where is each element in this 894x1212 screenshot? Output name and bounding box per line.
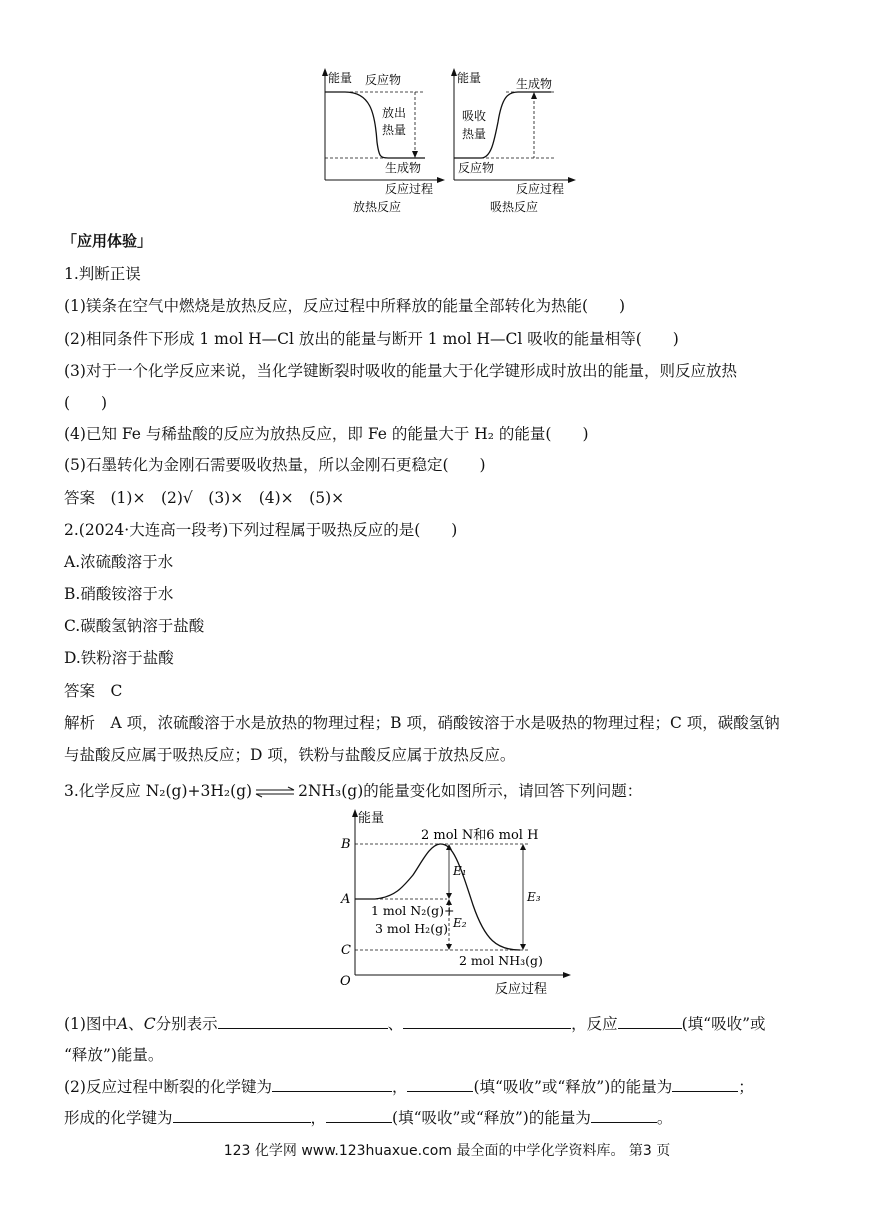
q2-analysis-1: 解析 A 项，浓硫酸溶于水是放热的物理过程；B 项，硝酸铵溶于水是吸热的物理过程；C 项，碳酸氢钠: [64, 714, 780, 732]
q3-title: [64, 779, 642, 801]
q3-sub1-var-a: A: [116, 1015, 129, 1033]
exo-release-2: 热量: [382, 123, 407, 137]
q1-item-5: (5)石墨转化为金刚石需要吸收热量，所以金刚石更稳定( ): [64, 456, 486, 474]
q3-sub2-text-f: ，: [310, 1109, 327, 1127]
q3-title-post: 2NH₃(g)的能量变化如图所示，请回答下列问题：: [298, 782, 643, 800]
q3-title-pre: 3.化学反应 N₂(g)+3H₂(g): [64, 782, 253, 800]
q3-sub2-blank-2[interactable]: [407, 1077, 473, 1092]
q3-sub2-text-c: (填“吸收”或“释放”)的能量为: [473, 1078, 673, 1096]
ed-label-o: O: [340, 974, 351, 989]
endo-product: 生成物: [516, 77, 553, 91]
q3-sub1-text-b: 分别表示: [155, 1015, 218, 1033]
endo-absorb-1: 吸收: [462, 109, 487, 123]
q2-title: 2.(2024·大连高一段考)下列过程属于吸热反应的是( ): [64, 521, 458, 539]
q3-sub2-text-g: (填“吸收”或“释放”)的能量为: [392, 1109, 591, 1127]
q3-sub1-blank-2[interactable]: [403, 1014, 571, 1029]
q1-item-3: (3)对于一个化学反应来说，当化学键断裂时吸收的能量大于化学键形成时放出的能量，则反应放热: [64, 362, 737, 380]
ed-reactants-1: 1 mol N₂(g)+: [371, 903, 455, 918]
exo-ylabel: 能量: [328, 71, 353, 85]
energy-diagram: [335, 805, 575, 997]
q3-sub2-blank-6[interactable]: [591, 1108, 657, 1123]
q3-sub2-text-h: 。: [656, 1109, 673, 1127]
q2-analysis-2: 与盐酸反应属于吸热反应；D 项，铁粉与盐酸反应属于放热反应。: [64, 746, 516, 764]
q1-item-2: (2)相同条件下形成 1 mol H—Cl 放出的能量与断开 1 mol H—Cl 吸收的能量相等( ): [64, 330, 679, 348]
q1-item-1: (1)镁条在空气中燃烧是放热反应，反应过程中所释放的能量全部转化为热能( ): [64, 297, 626, 315]
q3-sub2-text-e: 形成的化学键为: [64, 1109, 173, 1127]
ed-e1: E₁: [453, 864, 467, 878]
endo-xlabel: 反应过程: [516, 182, 565, 196]
endothermic-diagram: [446, 62, 576, 217]
q1-title: 1.判断正误: [64, 265, 141, 283]
exo-caption: 放热反应: [353, 200, 402, 214]
endo-ylabel: 能量: [457, 71, 482, 85]
q3-sub1-line1: [64, 1012, 766, 1034]
q3-sub2-blank-4[interactable]: [173, 1108, 311, 1123]
q1-answer: 答案 (1)× (2)√ (3)× (4)× (5)×: [64, 489, 345, 507]
ed-label-b: B: [341, 837, 351, 852]
q3-sub1-sep: 、: [128, 1015, 144, 1033]
ed-top-label: 2 mol N和6 mol H: [421, 828, 539, 843]
q3-sub2-line1: [64, 1075, 754, 1097]
exothermic-diagram: [315, 62, 445, 217]
q3-sub2-text-d: ；: [738, 1078, 754, 1096]
endo-reactant: 反应物: [458, 161, 495, 175]
exo-xlabel: 反应过程: [385, 182, 434, 196]
exo-reactant: 反应物: [365, 73, 402, 87]
q3-sub1-text-d: ，反应: [571, 1015, 618, 1033]
q3-sub1-line2: “释放”)能量。: [64, 1046, 164, 1064]
ed-xlabel: 反应过程: [495, 982, 548, 997]
q3-sub2-text-b: ，: [391, 1078, 408, 1096]
q2-option-b: B.硝酸铵溶于水: [64, 585, 174, 603]
endo-caption: 吸热反应: [490, 200, 539, 214]
q3-sub2-blank-5[interactable]: [326, 1108, 392, 1123]
q3-sub2-line2: [64, 1106, 672, 1128]
ed-e2: E₂: [453, 916, 467, 930]
q3-sub1-blank-3[interactable]: [618, 1014, 682, 1029]
ed-product: 2 mol NH₃(g): [459, 953, 543, 968]
ed-ylabel: 能量: [358, 811, 385, 826]
ed-label-c: C: [341, 943, 351, 958]
ed-label-a: A: [341, 892, 351, 907]
q3-sub1-text-a: (1)图中: [64, 1015, 117, 1033]
q3-sub1-text-c: 、: [387, 1015, 404, 1033]
q2-option-d: D.铁粉溶于盐酸: [64, 649, 174, 667]
exo-release-1: 放出: [382, 106, 407, 120]
section-title: 「应用体验」: [62, 232, 153, 250]
q3-sub1-blank-1[interactable]: [218, 1014, 388, 1029]
equilibrium-arrow-icon: [254, 786, 296, 798]
page-footer: 123 化学网 www.123huaxue.com 最全面的中学化学资料库。 第3 页: [223, 1143, 671, 1159]
endo-absorb-2: 热量: [462, 127, 487, 141]
q1-item-3-blank: ( ): [64, 394, 108, 412]
q2-option-c: C.碳酸氢钠溶于盐酸: [64, 617, 205, 635]
q3-sub2-blank-1[interactable]: [272, 1077, 392, 1092]
q1-item-4: (4)已知 Fe 与稀盐酸的反应为放热反应，即 Fe 的能量大于 H₂ 的能量( ): [64, 425, 589, 443]
exo-product: 生成物: [385, 161, 422, 175]
q2-answer: 答案 C: [64, 682, 123, 700]
q2-option-a: A.浓硫酸溶于水: [64, 553, 174, 571]
q3-sub1-var-c: C: [143, 1015, 156, 1033]
q3-sub2-blank-3[interactable]: [672, 1077, 738, 1092]
ed-e3: E₃: [527, 890, 541, 904]
ed-reactants-2: 3 mol H₂(g): [375, 921, 448, 936]
q3-sub2-text-a: (2)反应过程中断裂的化学键为: [64, 1078, 272, 1096]
q3-sub1-text-e: (填“吸收”或: [681, 1015, 766, 1033]
